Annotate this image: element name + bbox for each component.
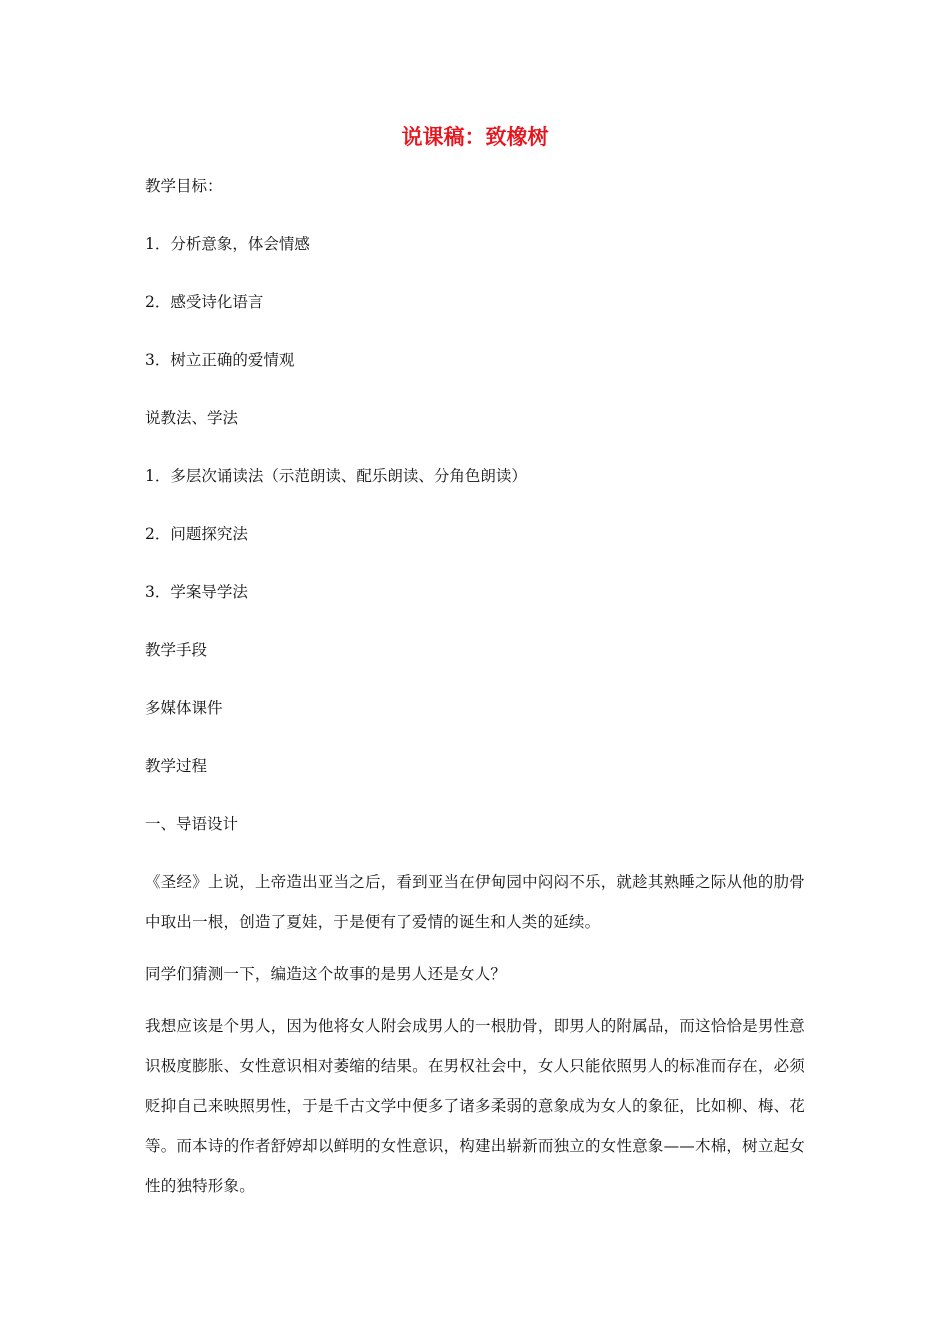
method-item-2: 2．问题探究法 bbox=[145, 525, 248, 543]
method-item-3: 3．学案导学法 bbox=[145, 583, 248, 601]
goal-item-2: 2．感受诗化语言 bbox=[145, 293, 264, 311]
goal-item-3: 3．树立正确的爱情观 bbox=[145, 351, 295, 369]
document-title: 说课稿：致橡树 bbox=[401, 124, 549, 149]
heading-methods: 说教法、学法 bbox=[145, 409, 239, 427]
method-item-1: 1．多层次诵读法（示范朗读、配乐朗读、分角色朗读） bbox=[145, 467, 527, 485]
document-body bbox=[145, 172, 805, 1224]
paragraph-bible-story: 《圣经》上说，上帝造出亚当之后，看到亚当在伊甸园中闷闷不乐，就趁其熟睡之际从他的肋骨中取出一根，创造了夏娃，于是便有了爱情的诞生和人类的延续。 bbox=[145, 873, 805, 931]
teaching-means-text: 多媒体课件 bbox=[145, 699, 223, 717]
section-introduction: 一、导语设计 bbox=[145, 815, 239, 833]
paragraph-question: 同学们猜测一下，编造这个故事的是男人还是女人？ bbox=[145, 965, 507, 983]
goal-item-1: 1．分析意象，体会情感 bbox=[145, 235, 310, 253]
heading-teaching-goals: 教学目标： bbox=[145, 177, 223, 195]
paragraph-analysis: 我想应该是个男人，因为他将女人附会成男人的一根肋骨，即男人的附属品，而这恰恰是男性意识极度膨胀、女性意识相对萎缩的结果。在男权社会中，女人只能依照男人的标准而存在，必须贬抑自己来映照男性，于是千古文学中便多了诸多柔弱的意象成为女人的象征，比如柳、梅、花等。而本诗的作者舒婷却以鲜明的女性意识，构建出崭新而独立的女性意象——木棉，树立起女性的独特形象。 bbox=[145, 1017, 805, 1195]
heading-teaching-means: 教学手段 bbox=[145, 641, 208, 659]
heading-teaching-process: 教学过程 bbox=[145, 757, 208, 775]
